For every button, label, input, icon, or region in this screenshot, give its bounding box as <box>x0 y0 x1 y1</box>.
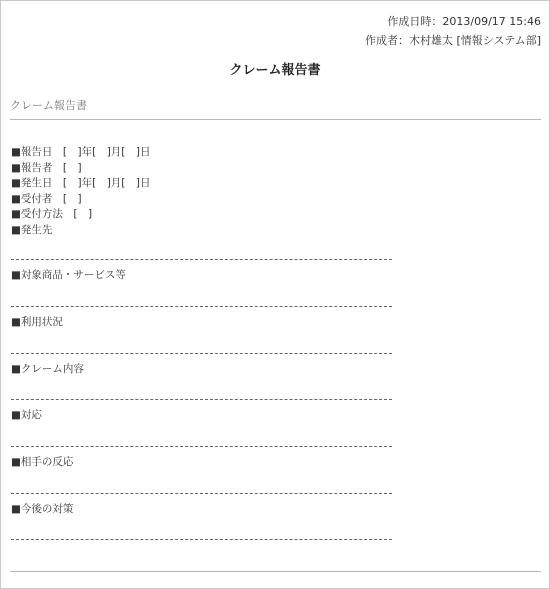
dashed-separator <box>11 259 392 260</box>
field-report-date: ■報告日 [ ]年[ ]月[ ]日 <box>11 146 151 158</box>
section-heading: クレーム報告書 <box>10 99 87 112</box>
bottom-divider <box>10 571 541 572</box>
author-text: 作成者：木村雄太 [情報システム部] <box>365 34 541 47</box>
created-at-text: 作成日時：2013/09/17 15:46 <box>387 15 541 28</box>
section-response <box>11 399 395 422</box>
dashed-separator <box>11 446 392 447</box>
dashed-separator <box>11 306 392 307</box>
fields-list <box>11 145 411 238</box>
field-receiver: ■受付者 [ ] <box>11 192 82 205</box>
dashed-separator <box>11 399 392 400</box>
section-complaint-content <box>11 353 395 376</box>
closing-dashed-separator <box>11 539 395 540</box>
field-occurrence-date: ■発生日 [ ]年[ ]月[ ]日 <box>11 177 151 189</box>
section-label: ■対象商品・サービス等 <box>11 269 126 281</box>
section-label: ■相手の反応 <box>11 456 74 468</box>
section-divider <box>10 119 541 120</box>
section-label: ■対応 <box>11 409 42 421</box>
field-reception-method: ■受付方法 [ ] <box>11 208 93 220</box>
section-future-measures <box>11 493 395 516</box>
dashed-separator <box>11 493 392 494</box>
section-label: ■今後の対策 <box>11 503 74 515</box>
field-reporter: ■報告者 [ ] <box>11 161 82 174</box>
dashed-separator <box>11 539 392 540</box>
dashed-separator <box>11 353 392 354</box>
document-title: クレーム報告書 <box>229 63 321 78</box>
section-label: ■クレーム内容 <box>11 363 84 375</box>
section-target-products <box>11 259 395 282</box>
section-usage-status <box>11 306 395 329</box>
field-occurrence-place: ■発生先 <box>11 223 53 236</box>
section-customer-reaction <box>11 446 395 469</box>
section-label: ■利用状況 <box>11 316 63 328</box>
